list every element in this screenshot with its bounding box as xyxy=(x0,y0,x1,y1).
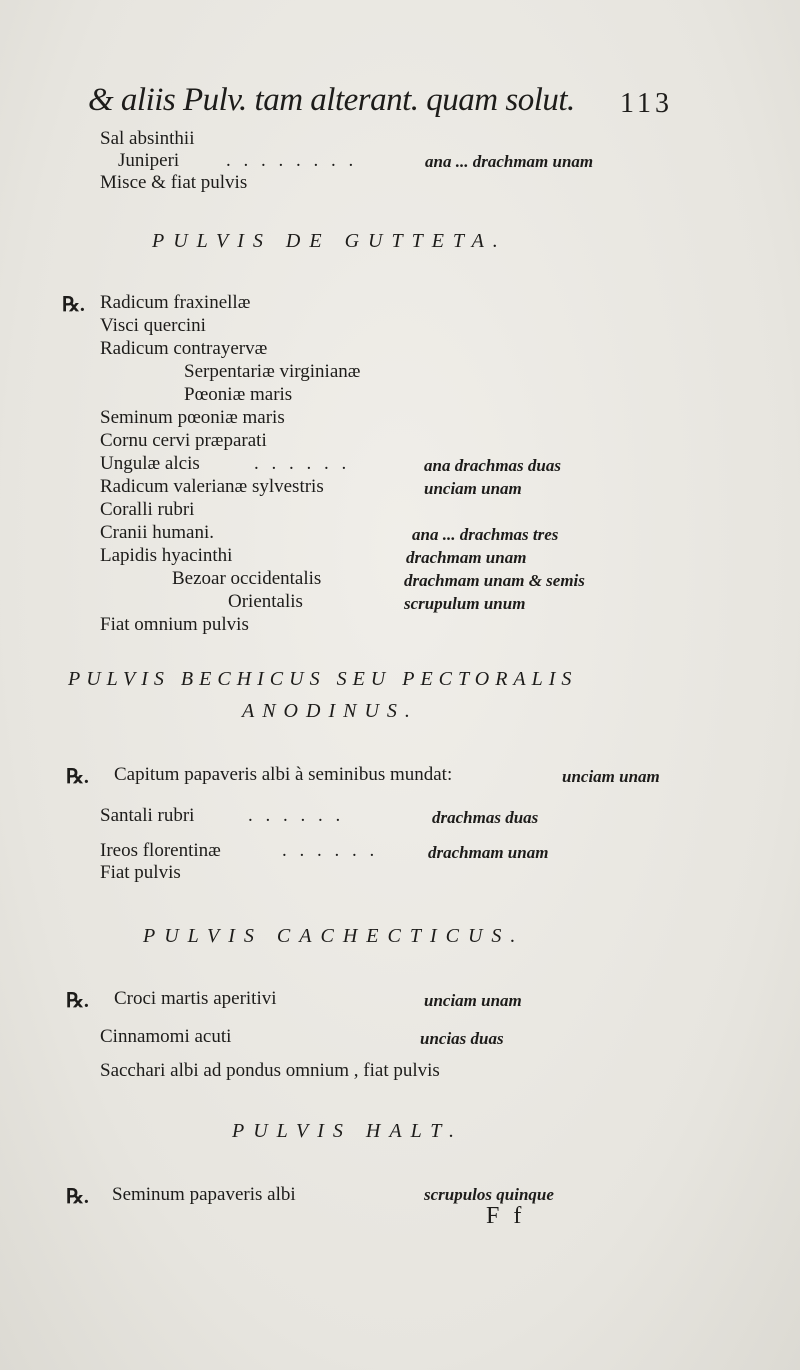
ingredient-line: Seminum papaveris albi xyxy=(112,1184,296,1205)
recipe-symbol: ℞. xyxy=(66,766,89,788)
recipe-symbol: ℞. xyxy=(62,294,85,316)
ingredient-line: Radicum contrayervæ xyxy=(100,338,268,359)
quantity: drachmas duas xyxy=(432,808,539,827)
section-title-cachecticus: PULVIS CACHECTICUS. xyxy=(143,925,525,947)
instruction-line: Misce & fiat pulvis xyxy=(100,172,248,193)
ingredient-line: Seminum pœoniæ maris xyxy=(100,407,285,428)
ingredient-line: Radicum fraxinellæ xyxy=(100,292,251,313)
leader-dots: . . . . . . xyxy=(254,453,351,474)
leader-dots: . . . . . . xyxy=(248,805,345,826)
leader-dots: . . . . . . xyxy=(282,840,379,861)
ingredient-line: Cornu cervi præparati xyxy=(100,430,267,451)
quantity: scrupulos quinque xyxy=(424,1185,554,1204)
quantity: drachmam unam & semis xyxy=(404,571,585,590)
ingredient-line: Santali rubri xyxy=(100,805,195,826)
ingredient-line: Visci quercini xyxy=(100,315,206,336)
ingredient-line: Croci martis aperitivi xyxy=(114,988,277,1009)
page-number: 113 xyxy=(620,88,673,119)
ingredient-line: Sal absinthii xyxy=(100,128,195,149)
ingredient-line: Orientalis xyxy=(228,591,303,612)
quantity: ana drachmas duas xyxy=(424,456,561,475)
quantity: uncias duas xyxy=(420,1029,504,1048)
ingredient-line: Cranii humani. xyxy=(100,522,214,543)
quantity: drachmam unam xyxy=(406,548,527,567)
section-title-halt: PULVIS HALT. xyxy=(232,1120,463,1142)
quantity: drachmam unam xyxy=(428,843,549,862)
ingredient-line: Juniperi xyxy=(118,150,180,171)
quantity: unciam unam xyxy=(562,767,660,786)
ingredient-line: Ireos florentinæ xyxy=(100,840,221,861)
ingredient-line: Cinnamomi acuti xyxy=(100,1026,232,1047)
recipe-symbol: ℞. xyxy=(66,1186,89,1208)
ingredient-line: Serpentariæ virginianæ xyxy=(184,361,361,382)
ingredient-line: Capitum papaveris albi à seminibus mundat: xyxy=(114,764,453,785)
ingredient-line: Radicum valerianæ sylvestris xyxy=(100,476,324,497)
quantity: unciam unam xyxy=(424,991,522,1010)
instruction-line: Sacchari albi ad pondus omnium , fiat pulvis xyxy=(100,1060,440,1081)
ingredient-line: Coralli rubri xyxy=(100,499,195,520)
quantity: unciam unam xyxy=(424,479,522,498)
quantity: ana ... drachmas tres xyxy=(412,525,559,544)
ingredient-line: Pœoniæ maris xyxy=(184,384,293,405)
section-title-bechicus-line2: ANODINUS. xyxy=(242,700,418,722)
quantity: scrupulum unum xyxy=(404,594,526,613)
quantity: ana ... drachmam unam xyxy=(425,152,594,171)
instruction-line: Fiat omnium pulvis xyxy=(100,614,249,635)
leader-dots: . . . . . . . . xyxy=(226,150,358,171)
section-title-bechicus: PULVIS BECHICUS SEU PECTORALIS xyxy=(68,668,578,690)
running-title: & aliis Pulv. tam alterant. quam solut. xyxy=(88,82,575,118)
recipe-symbol: ℞. xyxy=(66,990,89,1012)
ingredient-line: Bezoar occidentalis xyxy=(172,568,322,589)
instruction-line: Fiat pulvis xyxy=(100,862,181,883)
signature-mark: F f xyxy=(486,1203,526,1229)
ingredient-line: Lapidis hyacinthi xyxy=(100,545,233,566)
section-title-gutteta: PULVIS DE GUTTETA. xyxy=(152,230,507,252)
ingredient-line: Ungulæ alcis xyxy=(100,453,200,474)
